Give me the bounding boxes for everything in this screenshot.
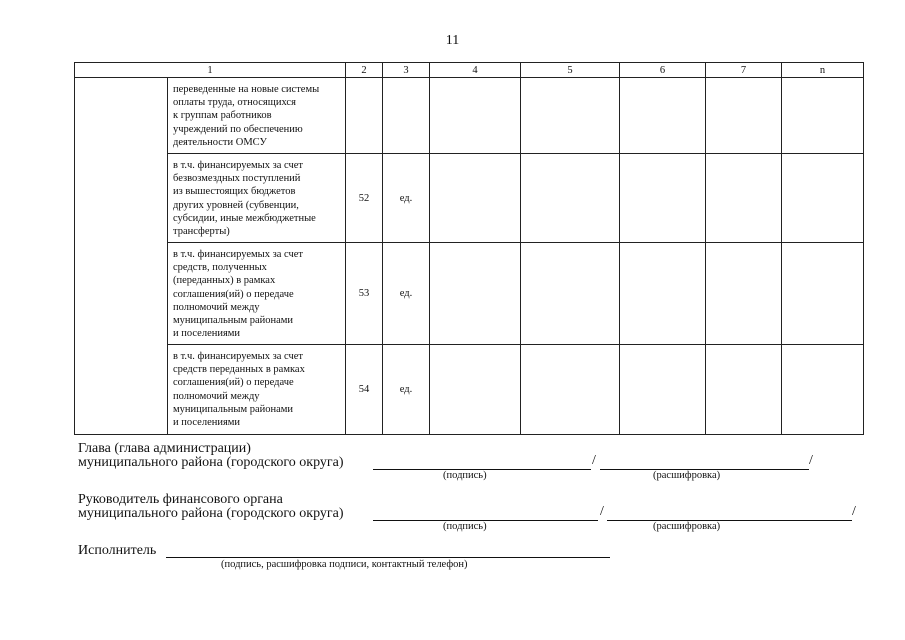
head-title-line2: муниципального района (городского округа) xyxy=(78,455,344,470)
row-description xyxy=(168,78,346,154)
signature-caption: (подпись) xyxy=(443,470,487,481)
row-description-text: переведенные на новые системы оплаты труда, относящихся к группам работников учреждений по обеспечению деятельности ОМСУ xyxy=(173,84,320,148)
value-cell[interactable] xyxy=(521,243,620,345)
table-row xyxy=(75,78,864,154)
column-header: n xyxy=(782,63,864,78)
decoding-caption: (расшифровка) xyxy=(653,470,721,481)
row-description xyxy=(168,243,346,345)
row-unit: ед. xyxy=(383,345,430,435)
value-cell[interactable] xyxy=(782,243,864,345)
executor-line[interactable] xyxy=(166,557,610,558)
decoding-caption: (расшифровка) xyxy=(653,521,721,532)
report-table xyxy=(74,62,864,435)
executor-label: Исполнитель xyxy=(78,543,157,558)
row-code: 54 xyxy=(346,345,383,435)
separator-slash: / xyxy=(600,504,604,519)
executor-caption: (подпись, расшифровка подписи, контактный телефон) xyxy=(221,559,468,570)
row-description xyxy=(168,345,346,435)
value-cell[interactable] xyxy=(782,154,864,243)
value-cell[interactable] xyxy=(706,154,782,243)
row-description xyxy=(168,154,346,243)
value-cell[interactable] xyxy=(782,78,864,154)
page-number: 11 xyxy=(445,33,460,48)
value-cell[interactable] xyxy=(620,345,706,435)
column-header: 4 xyxy=(430,63,521,78)
separator-slash: / xyxy=(592,453,596,468)
finance-decoding-line[interactable] xyxy=(607,520,852,521)
value-cell[interactable] xyxy=(706,243,782,345)
value-cell[interactable] xyxy=(430,345,521,435)
row-description-text: в т.ч. финансируемых за счет безвозмездных поступлений из вышестоящих бюджетов других уровней (субвенции, субсидии, иные межбюджетные трансферты) xyxy=(173,160,316,238)
table-row xyxy=(75,154,864,243)
signature-caption: (подпись) xyxy=(443,521,487,532)
row-code xyxy=(346,78,383,154)
merged-blank-cell xyxy=(75,78,168,435)
value-cell[interactable] xyxy=(430,78,521,154)
value-cell[interactable] xyxy=(620,243,706,345)
row-unit xyxy=(383,78,430,154)
row-unit: ед. xyxy=(383,243,430,345)
value-cell[interactable] xyxy=(430,154,521,243)
value-cell[interactable] xyxy=(620,154,706,243)
column-header: 7 xyxy=(706,63,782,78)
value-cell[interactable] xyxy=(430,243,521,345)
column-header: 1 xyxy=(75,63,346,78)
finance-title-line1: Руководитель финансового органа xyxy=(78,492,283,507)
value-cell[interactable] xyxy=(706,345,782,435)
value-cell[interactable] xyxy=(782,345,864,435)
column-header: 2 xyxy=(346,63,383,78)
column-header: 3 xyxy=(383,63,430,78)
column-header: 6 xyxy=(620,63,706,78)
finance-title-line2: муниципального района (городского округа) xyxy=(78,506,344,521)
value-cell[interactable] xyxy=(521,78,620,154)
value-cell[interactable] xyxy=(620,78,706,154)
value-cell[interactable] xyxy=(521,154,620,243)
value-cell[interactable] xyxy=(706,78,782,154)
head-title-line1: Глава (глава администрации) xyxy=(78,441,251,456)
row-unit: ед. xyxy=(383,154,430,243)
separator-slash: / xyxy=(852,504,856,519)
table-header-row xyxy=(75,63,864,78)
row-description-text: в т.ч. финансируемых за счет средств, полученных (переданных) в рамках соглашения(ий) о передаче полномочий между муниципальным районами и поселениями xyxy=(173,249,304,340)
row-code: 52 xyxy=(346,154,383,243)
value-cell[interactable] xyxy=(521,345,620,435)
row-code: 53 xyxy=(346,243,383,345)
row-description-text: в т.ч. финансируемых за счет средств переданных в рамках соглашения(ий) о передаче полномочий между муниципальным районами и поселениями xyxy=(173,351,305,429)
column-header: 5 xyxy=(521,63,620,78)
table-row xyxy=(75,243,864,345)
table-row xyxy=(75,345,864,435)
separator-slash: / xyxy=(809,453,813,468)
